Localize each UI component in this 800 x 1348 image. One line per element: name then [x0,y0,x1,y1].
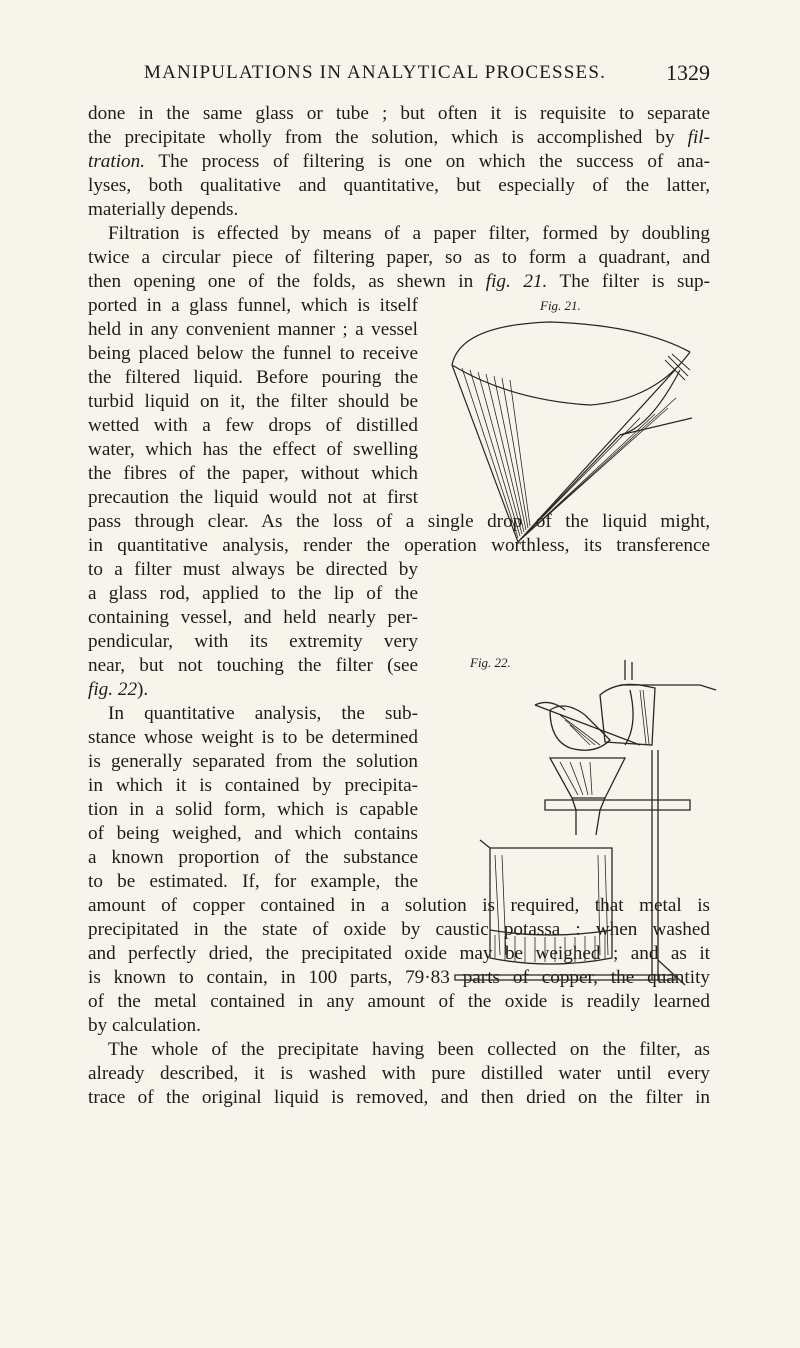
text-line: The whole of the precipitate having been collected on the filter, as [108,1039,710,1060]
italic-term: fil- [687,127,710,148]
text-line: in which it is contained by precipita- [88,775,418,796]
text-line: held in any convenient manner ; a vessel [88,319,418,340]
text-line: Filtration is effected by means of a paper filter, formed by doubling [108,223,710,244]
text-line: materially depends. [88,199,239,220]
figure-21-caption: Fig. 21. [540,298,581,313]
text-line: In quantitative analysis, the sub- [108,703,418,724]
text-line: a known proportion of the substance [88,847,418,868]
text-line: then opening one of the folds, as shewn in fig. 21. The filter is sup- [88,271,711,292]
text-line: turbid liquid on it, the filter should be [88,391,418,412]
text-line: done in the same glass or tube ; but often it is requisite to separate [88,103,710,124]
text-line: being placed below the funnel to receive [88,343,418,364]
text-line: of being weighed, and which contains [88,823,418,844]
text-line: amount of copper contained in a solution is required, that metal is [88,895,710,916]
figure-reference: fig. 21. [485,271,548,292]
text-line: is known to contain, in 100 parts, 79·83 parts of copper, the quantity [88,967,710,988]
text-line: wetted with a few drops of distilled [88,415,418,436]
text-line: the fibres of the paper, without which [88,463,418,484]
figure-21-filter-illustration [440,310,700,550]
text-line: lyses, both qualitative and quantitative, but especially of the latter, [88,175,710,196]
text-line: precipitated in the state of oxide by caustic potassa : when washed [88,919,710,940]
text-line: to a filter must always be directed by [88,559,418,580]
text-line: tion in a solid form, which is capable [88,799,418,820]
italic-term: tration. [88,151,146,172]
text-line: twice a circular piece of filtering paper, so as to form a quadrant, and [88,247,710,268]
text-line: by calculation. [88,1015,201,1036]
text-line: trace of the original liquid is removed, and then dried on the filter in [88,1087,710,1108]
text-line: containing vessel, and held nearly per- [88,607,418,628]
figure-22-filtration-apparatus [400,660,720,990]
text-line: pass through clear. As the loss of a single drop of the liquid might, [88,511,710,532]
text-line: water, which has the effect of swelling [88,439,418,460]
text-line: fig. 22). [88,679,149,700]
text-line: ported in a glass funnel, which is itself [88,295,418,316]
text-line: in quantitative analysis, render the operation worthless, its transference [88,535,710,556]
text-line: the precipitate wholly from the solution, which is accomplished by fil- [88,127,710,148]
text-line: already described, it is washed with pure distilled water until every [88,1063,710,1084]
text-line: of the metal contained in any amount of the oxide is readily learned [88,991,710,1012]
text-line: to be estimated. If, for example, the [88,871,418,892]
running-head: MANIPULATIONS IN ANALYTICAL PROCESSES. [144,62,607,83]
text-line: a glass rod, applied to the lip of the [88,583,418,604]
text-line: near, but not touching the filter (see [88,655,418,676]
text-line: and perfectly dried, the precipitated oxide may be weighed ; and as it [88,943,710,964]
text-line: tration. The process of filtering is one on which the success of ana- [88,151,711,172]
text-line: stance whose weight is to be determined [88,727,418,748]
text-line: precaution the liquid would not at first [88,487,418,508]
figure-reference: fig. 22 [88,679,138,700]
text-line: is generally separated from the solution [88,751,418,772]
page-number: 1329 [666,60,710,85]
text-line: the filtered liquid. Before pouring the [88,367,418,388]
page-header [88,62,710,90]
figure-22-caption: Fig. 22. [470,655,511,670]
text-line: pendicular, with its extremity very [88,631,418,652]
